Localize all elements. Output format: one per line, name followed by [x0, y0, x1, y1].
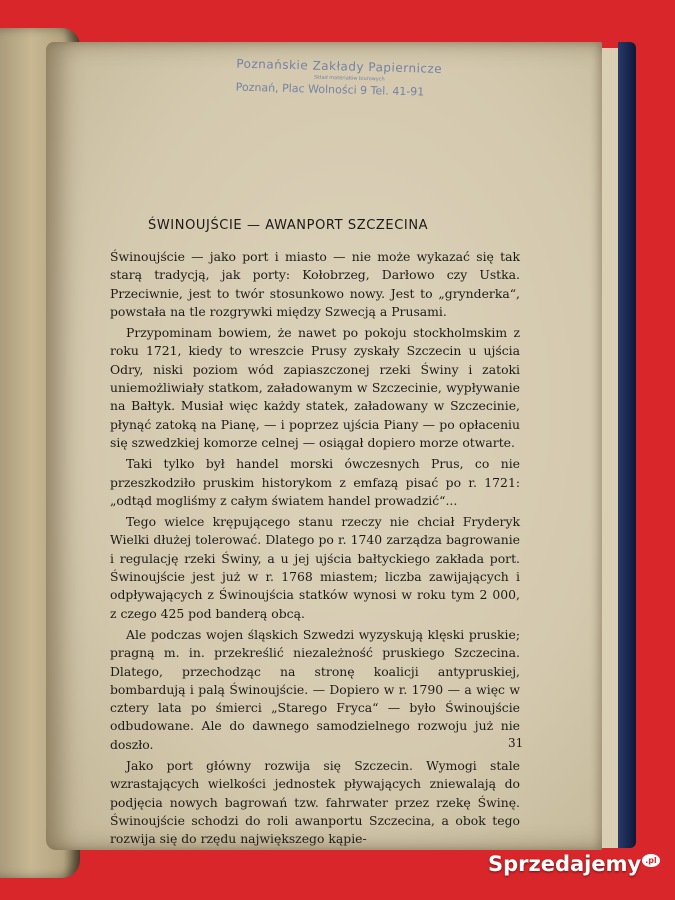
book-cover — [618, 42, 636, 848]
site-watermark — [488, 852, 660, 876]
library-stamp — [236, 57, 497, 101]
watermark-brand: Sprzedajemy — [488, 852, 642, 876]
stamp-line-2: Skład materiałów biurowych — [313, 74, 385, 83]
paragraph: Taki tylko był handel morski ówczesnych Prus, co nie przeszkodziło pruskim historykom z emfazą pisać po r. 1721: „odtąd mogliśmy z całym światem handel prowadzić“... — [110, 456, 520, 508]
paragraph: Jako port główny rozwija się Szczecin. Wymogi stale wzrastających wielkości jednostek pływających zniewalają do podjęcia nowych bagrowań tzw. fahrwater przez rzekę Świnę. Świnoujście schodzi do roli awanportu Szczecina, a obok tego rozwija się do rzędu największego kąpie- — [110, 758, 520, 847]
chapter-heading: ŚWINOUJŚCIE — AWANPORT SZCZECINA — [148, 218, 429, 233]
paragraph: Tego wielce krępującego stanu rzeczy nie chciał Fryderyk Wielki dłużej tolerować. Dlatego po r. 1740 zarządza bagrowanie i regulację rzeki Świny, a u jej ujścia bałtyckiego zakłada port. Świnoujście jest już w r. 1768 miastem; liczba zawijających i odpływających z Świnoujścia statków wynosi w roku tym 2 000, z czego 425 pod banderą obcą. — [110, 514, 520, 621]
stamp-line-1: Poznańskie Zakłady Papiernicze — [236, 56, 443, 76]
page-number: 31 — [508, 736, 524, 750]
paragraph: Ale podczas wojen śląskich Szwedzi wyzyskują klęski pruskie; pragną m. in. przekreślić niezależność pruskiego Szczecina. Dlatego, przechodząc na stronę koalicji antypruskiej, bombardują i palą Świnoujście. — Dopiero w r. 1790 — a więc w cztery lata po śmierci „Starego Fryca“ — było Świnoujście odbudowane. Ale do dawnego samodzielnego rozwoju już nie doszło. — [110, 626, 520, 752]
body-text — [110, 248, 520, 852]
paragraph: Przypominam bowiem, że nawet po pokoju stockholmskim z roku 1721, kiedy to wreszcie Prusy zyskały Szczecin u ujścia Odry, niski poziom wód zapiaszczonej rzeki Świny i zatoki uniemożliwiały statkom, załadowanym w Szczecinie, wypływanie na Bałtyk. Musiał więc każdy statek, załadowany w Szczecinie, płynąć zatoką na Pianę, — i poprzez ujścia Piany — po opłaceniu się szwedzkiej komorze celnej — osiągał dopiero morze otwarte. — [110, 325, 520, 450]
stamp-line-3: Poznań, Plac Wolności 9 Tel. 41-91 — [235, 80, 425, 99]
watermark-tld: .pl — [642, 854, 660, 867]
paragraph: Świnoujście — jako port i miasto — nie może wykazać się tak starą tradycją, jak porty: Kołobrzeg, Darłowo czy Ustka. Przeciwnie, jest to twór stosunkowo nowy. Jest to „grynderka“, powstała na tle rozgrywki między Szwecją a Prusami. — [110, 249, 520, 319]
